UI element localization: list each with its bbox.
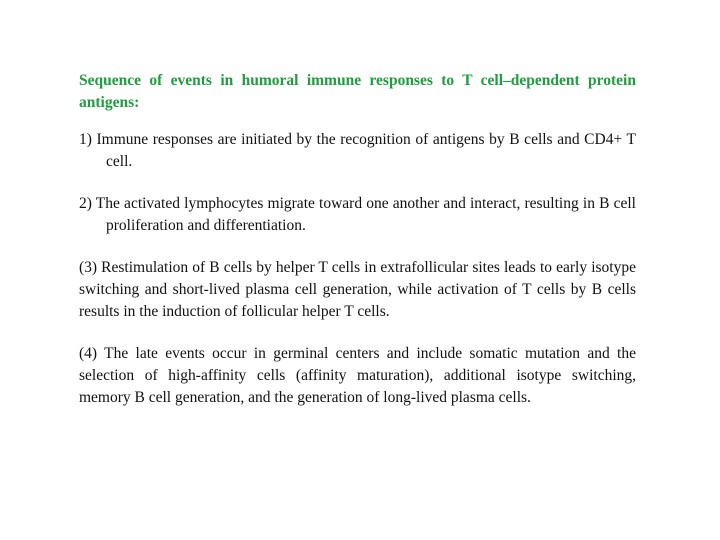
slide-content	[79, 70, 636, 409]
event-item-3: (3) Restimulation of B cells by helper T cells in extrafollicular sites leads to early isotype switching and short-lived plasma cell generation, while activation of T cells by B cells results in the induction of follicular helper T cells.	[79, 259, 636, 320]
event-item-2: 2) The activated lymphocytes migrate toward one another and interact, resulting in B cell proliferation and differentiation.	[79, 195, 636, 234]
slide-heading: Sequence of events in humoral immune responses to T cell–dependent protein antigens:	[79, 72, 636, 111]
event-item-4: (4) The late events occur in germinal centers and include somatic mutation and the selection of high-affinity cells (affinity maturation), additional isotype switching, memory B cell generation, and the generation of long-lived plasma cells.	[79, 345, 636, 406]
event-item-1: 1) Immune responses are initiated by the recognition of antigens by B cells and CD4+ T cell.	[79, 131, 636, 170]
